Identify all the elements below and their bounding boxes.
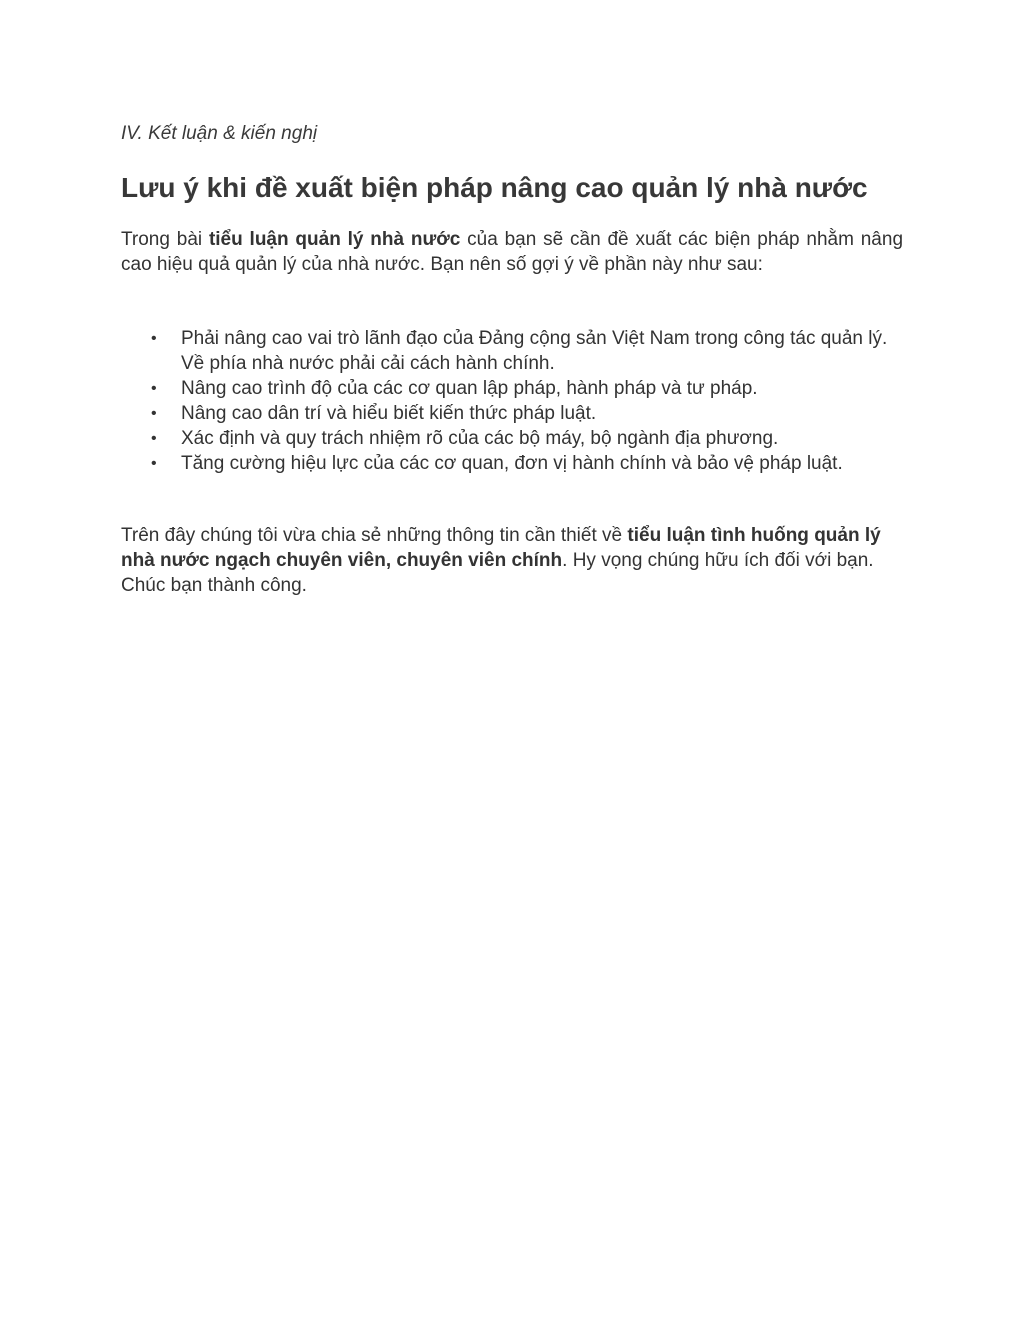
list-item bbox=[121, 451, 903, 476]
intro-text-after: của bạn sẽ cần đề xuất các biện pháp nhằm nâng cao hiệu quả quản lý của nhà nước. Bạn nên số gợi ý về phần này như sau: bbox=[121, 229, 904, 275]
list-item bbox=[121, 426, 903, 451]
section-label: IV. Kết luận & kiến nghị bbox=[121, 123, 318, 144]
closing-paragraph bbox=[121, 523, 903, 598]
list-item-text: Nâng cao dân trí và hiểu biết kiến thức pháp luật. bbox=[181, 403, 597, 424]
intro-bold-term: tiểu luận quản lý nhà nước bbox=[208, 229, 461, 250]
list-item bbox=[121, 401, 903, 426]
list-item bbox=[121, 376, 903, 401]
page-heading: Lưu ý khi đề xuất biện pháp nâng cao quản lý nhà nước bbox=[121, 172, 868, 203]
bullet-icon: • bbox=[151, 405, 157, 422]
outro-bold-term: tiểu luận tình huống quản lý nhà nước ngạch chuyên viên, chuyên viên chính bbox=[121, 525, 881, 571]
bullet-icon: • bbox=[151, 455, 157, 472]
bullet-icon: • bbox=[151, 330, 157, 347]
outro-text-after: . Hy vọng chúng hữu ích đối với bạn. Chúc bạn thành công. bbox=[121, 550, 874, 596]
intro-paragraph bbox=[121, 227, 903, 277]
list-item bbox=[121, 326, 903, 376]
list-item-text: Nâng cao trình độ của các cơ quan lập pháp, hành pháp và tư pháp. bbox=[181, 378, 758, 399]
list-item-text: Xác định và quy trách nhiệm rõ của các bộ máy, bộ ngành địa phương. bbox=[181, 428, 779, 449]
intro-text-before: Trong bài bbox=[121, 229, 209, 250]
list-item-text: Tăng cường hiệu lực của các cơ quan, đơn vị hành chính và bảo vệ pháp luật. bbox=[181, 453, 843, 474]
outro-text-before: Trên đây chúng tôi vừa chia sẻ những thông tin cần thiết về bbox=[121, 525, 628, 546]
bullet-icon: • bbox=[151, 430, 157, 447]
list-item-text: Phải nâng cao vai trò lãnh đạo của Đảng cộng sản Việt Nam trong công tác quản lý. Về phía nhà nước phải cải cách hành chính. bbox=[181, 328, 888, 374]
recommendation-list bbox=[121, 326, 903, 476]
bullet-icon: • bbox=[151, 380, 157, 397]
